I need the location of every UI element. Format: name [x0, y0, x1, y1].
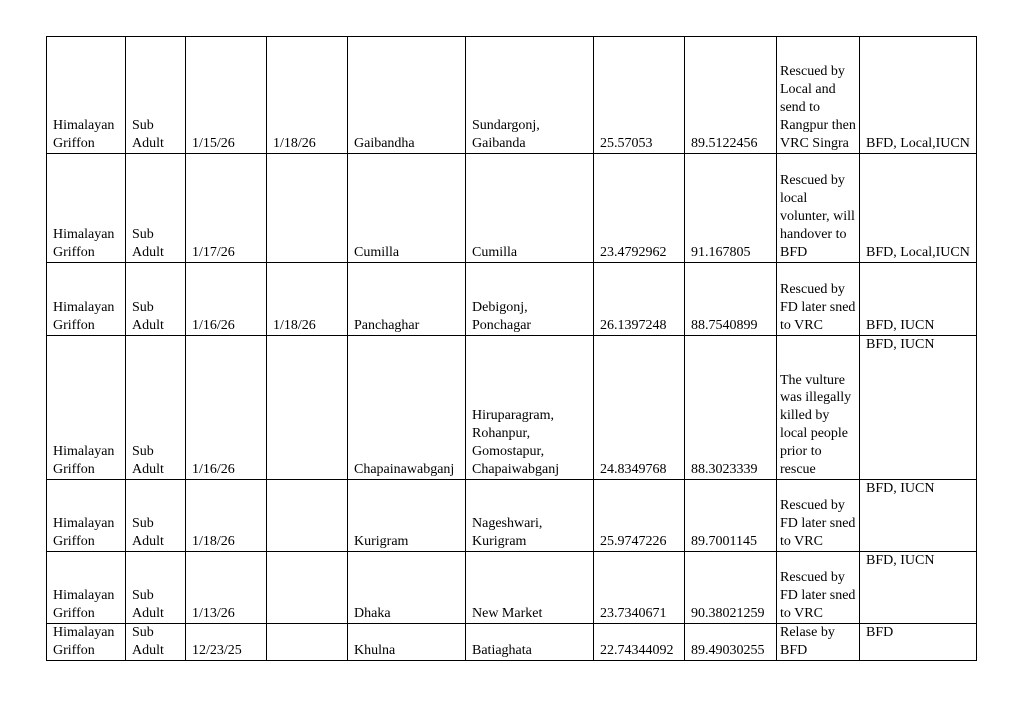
species-cell: Himalayan Griffon — [47, 552, 126, 624]
longitude-cell: 88.7540899 — [685, 263, 777, 336]
table-body — [47, 37, 977, 661]
location-cell: New Market — [466, 552, 594, 624]
status-cell: Rescued by local volunter, will handover to BFD — [777, 154, 860, 263]
age-cell: Sub Adult — [126, 154, 186, 263]
date-found-cell: 1/16/26 — [186, 336, 267, 480]
longitude-cell: 89.7001145 — [685, 480, 777, 552]
location-cell: Nageshwari, Kurigram — [466, 480, 594, 552]
location-cell: Sundargonj, Gaibanda — [466, 37, 594, 154]
latitude-cell: 23.4792962 — [594, 154, 685, 263]
district-cell: Chapainawabganj — [348, 336, 466, 480]
age-cell: Sub Adult — [126, 480, 186, 552]
date-2-cell — [267, 336, 348, 480]
status-cell: Rescued by FD later sned to VRC — [777, 552, 860, 624]
date-found-cell: 1/18/26 — [186, 480, 267, 552]
species-cell: Himalayan Griffon — [47, 480, 126, 552]
date-2-cell: 1/18/26 — [267, 263, 348, 336]
status-cell: Rescued by FD later sned to VRC — [777, 263, 860, 336]
age-cell: Sub Adult — [126, 37, 186, 154]
latitude-cell: 25.9747226 — [594, 480, 685, 552]
table-row — [47, 154, 977, 263]
latitude-cell: 23.7340671 — [594, 552, 685, 624]
district-cell: Khulna — [348, 624, 466, 661]
location-cell: Hiruparagram, Rohanpur, Gomostapur, Chapaiwabganj — [466, 336, 594, 480]
date-2-cell — [267, 480, 348, 552]
vulture-rescue-table — [46, 36, 977, 661]
source-cell: BFD, Local,IUCN — [860, 154, 977, 263]
source-cell: BFD, IUCN — [860, 480, 977, 552]
source-cell: BFD — [860, 624, 977, 661]
source-cell: BFD, IUCN — [860, 263, 977, 336]
table-row — [47, 624, 977, 661]
species-cell: Himalayan Griffon — [47, 336, 126, 480]
status-cell: Rescued by FD later sned to VRC — [777, 480, 860, 552]
age-cell: Sub Adult — [126, 336, 186, 480]
source-cell: BFD, IUCN — [860, 336, 977, 480]
district-cell: Dhaka — [348, 552, 466, 624]
longitude-cell: 88.3023339 — [685, 336, 777, 480]
location-cell: Cumilla — [466, 154, 594, 263]
latitude-cell: 24.8349768 — [594, 336, 685, 480]
date-found-cell: 12/23/25 — [186, 624, 267, 661]
district-cell: Gaibandha — [348, 37, 466, 154]
table-row — [47, 336, 977, 480]
status-cell: Relase by BFD — [777, 624, 860, 661]
longitude-cell: 89.49030255 — [685, 624, 777, 661]
date-2-cell — [267, 154, 348, 263]
age-cell: Sub Adult — [126, 624, 186, 661]
longitude-cell: 91.167805 — [685, 154, 777, 263]
date-found-cell: 1/16/26 — [186, 263, 267, 336]
latitude-cell: 26.1397248 — [594, 263, 685, 336]
longitude-cell: 89.5122456 — [685, 37, 777, 154]
latitude-cell: 25.57053 — [594, 37, 685, 154]
status-cell: The vulture was illegally killed by local people prior to rescue — [777, 336, 860, 480]
age-cell: Sub Adult — [126, 552, 186, 624]
district-cell: Kurigram — [348, 480, 466, 552]
status-cell: Rescued by Local and send to Rangpur then VRC Singra — [777, 37, 860, 154]
source-cell: BFD, Local,IUCN — [860, 37, 977, 154]
date-2-cell — [267, 624, 348, 661]
date-2-cell — [267, 552, 348, 624]
date-found-cell: 1/13/26 — [186, 552, 267, 624]
district-cell: Panchaghar — [348, 263, 466, 336]
location-cell: Debigonj, Ponchagar — [466, 263, 594, 336]
species-cell: Himalayan Griffon — [47, 263, 126, 336]
longitude-cell: 90.38021259 — [685, 552, 777, 624]
species-cell: Himalayan Griffon — [47, 37, 126, 154]
age-cell: Sub Adult — [126, 263, 186, 336]
date-found-cell: 1/15/26 — [186, 37, 267, 154]
date-found-cell: 1/17/26 — [186, 154, 267, 263]
species-cell: Himalayan Griffon — [47, 624, 126, 661]
date-2-cell: 1/18/26 — [267, 37, 348, 154]
table-row — [47, 37, 977, 154]
species-cell: Himalayan Griffon — [47, 154, 126, 263]
latitude-cell: 22.74344092 — [594, 624, 685, 661]
source-cell: BFD, IUCN — [860, 552, 977, 624]
table-row — [47, 480, 977, 552]
location-cell: Batiaghata — [466, 624, 594, 661]
table-row — [47, 263, 977, 336]
table-row — [47, 552, 977, 624]
district-cell: Cumilla — [348, 154, 466, 263]
